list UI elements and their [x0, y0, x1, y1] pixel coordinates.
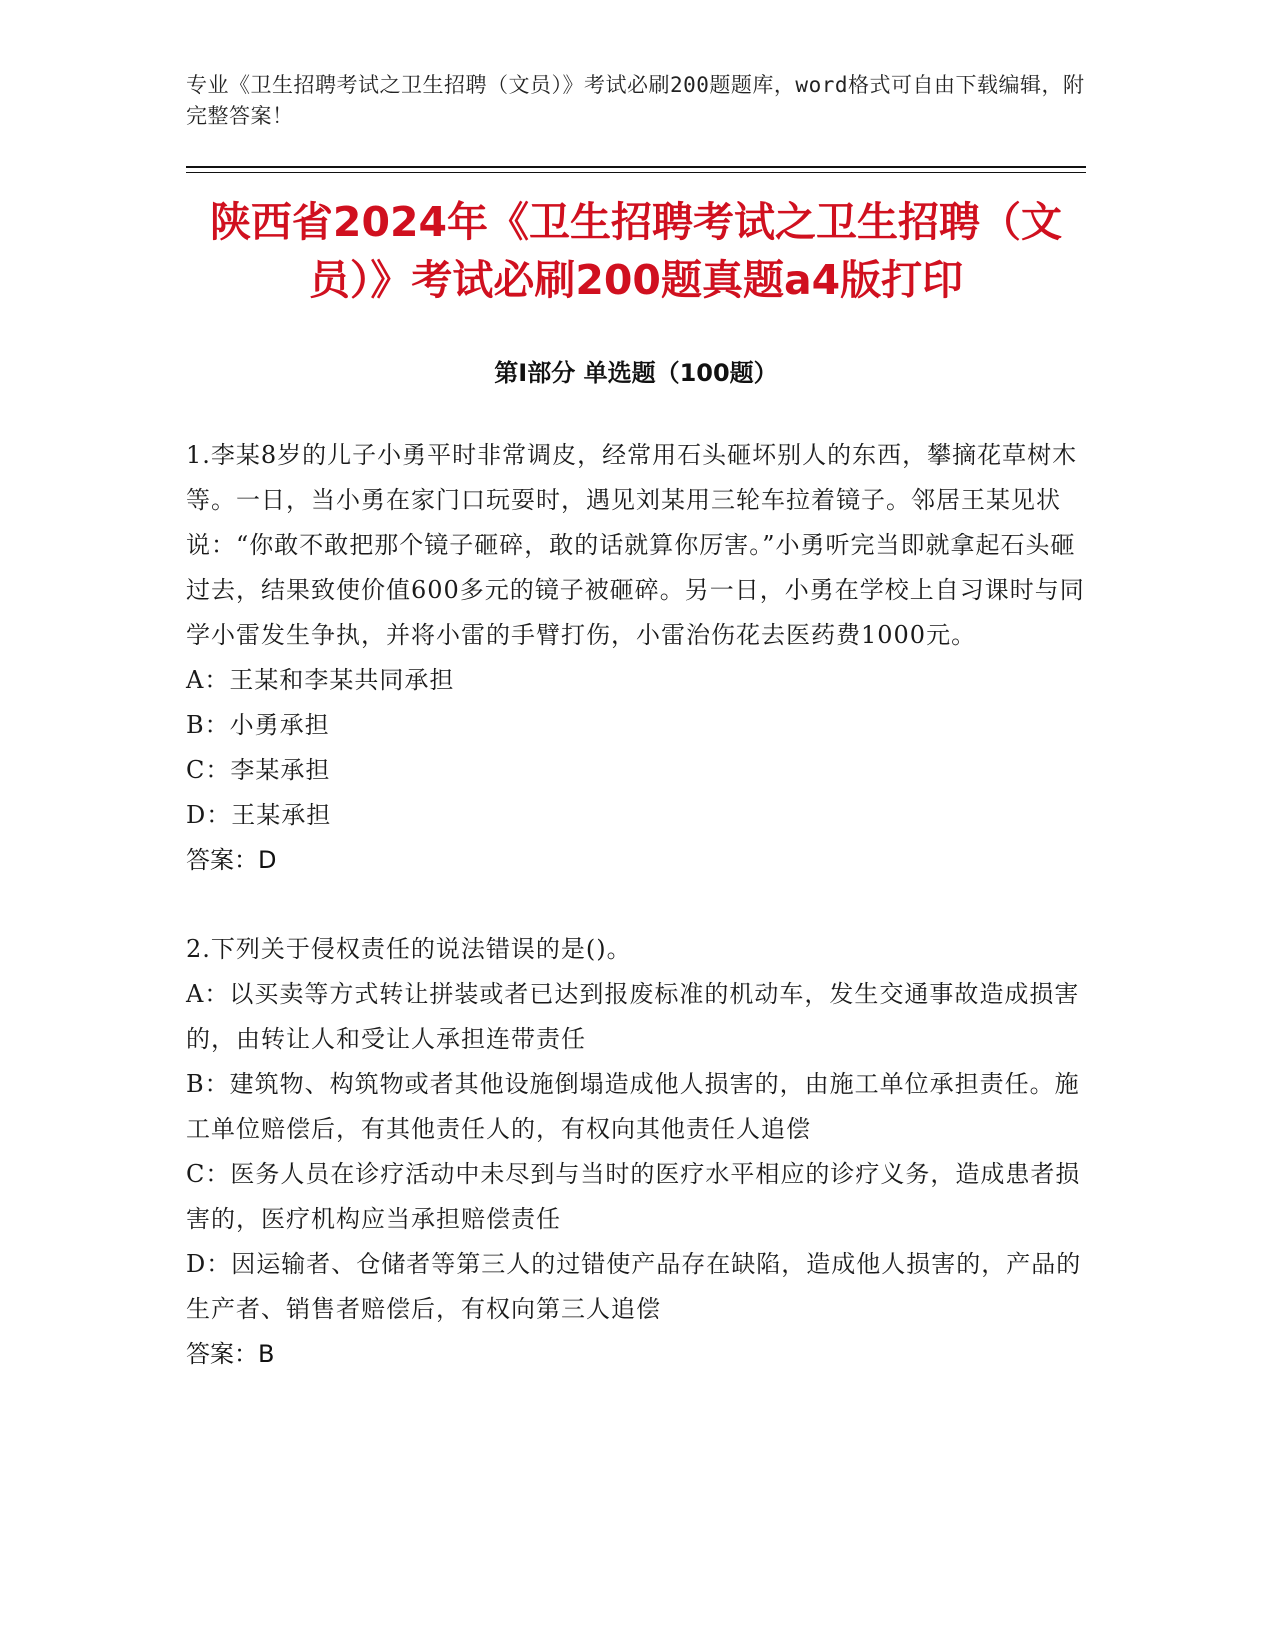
option-d: D：王某承担	[186, 801, 332, 829]
option-b: B：小勇承担	[186, 711, 330, 739]
option-b: B：建筑物、构筑物或者其他设施倒塌造成他人损害的，由施工单位承担责任。施工单位赔偿后，有其他责任人的，有权向其他责任人追偿	[186, 1070, 1080, 1143]
option-c: C：医务人员在诊疗活动中未尽到与当时的医疗水平相应的诊疗义务，造成患者损害的，医疗机构应当承担赔偿责任	[186, 1160, 1081, 1233]
option-d: D：因运输者、仓储者等第三人的过错使产品存在缺陷，造成他人损害的，产品的生产者、销售者赔偿后，有权向第三人追偿	[186, 1250, 1082, 1323]
question-1	[186, 433, 1086, 883]
question-text: 2.下列关于侵权责任的说法错误的是()。	[186, 935, 632, 963]
option-a: A：王某和李某共同承担	[186, 666, 455, 694]
answer: 答案：B	[186, 1340, 275, 1368]
option-a: A：以买卖等方式转让拼装或者已达到报废标准的机动车，发生交通事故造成损害的，由转让人和受让人承担连带责任	[186, 980, 1080, 1053]
question-text: 1.李某8岁的儿子小勇平时非常调皮，经常用石头砸坏别人的东西，攀摘花草树木等。一日，当小勇在家门口玩耍时，遇见刘某用三轮车拉着镜子。邻居王某见状说：“你敢不敢把那个镜子砸碎，敢的话就算你厉害。”小勇听完当即就拿起石头砸过去，结果致使价值600多元的镜子被砸碎。另一日，小勇在学校上自习课时与同学小雷发生争执，并将小雷的手臂打伤，小雷治伤花去医药费1000元。	[186, 441, 1085, 649]
section-title: 第Ⅰ部分 单选题（100题）	[494, 359, 778, 387]
header-rule-thick	[186, 166, 1086, 168]
header-note: 专业《卫生招聘考试之卫生招聘（文员）》考试必刷200题题库，word格式可自由下载编辑，附完整答案！	[186, 73, 1085, 128]
document-title: 陕西省2024年《卫生招聘考试之卫生招聘（文员）》考试必刷200题真题a4版打印	[209, 198, 1063, 304]
option-c: C：李某承担	[186, 756, 331, 784]
question-2	[186, 927, 1086, 1377]
answer: 答案：D	[186, 846, 277, 874]
document-page	[186, 70, 1086, 1377]
header-rule-thin	[186, 172, 1086, 173]
